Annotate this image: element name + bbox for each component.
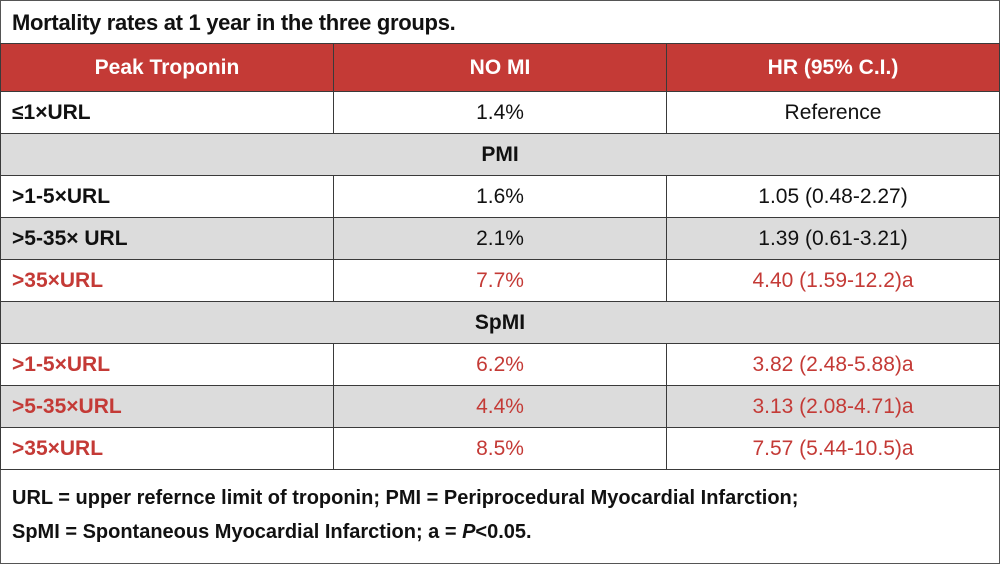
row-label: >5-35× URL xyxy=(1,218,334,260)
row-label: ≤1×URL xyxy=(1,92,334,134)
row-label: >5-35×URL xyxy=(1,386,334,428)
row-hr-value: 1.05 (0.48-2.27) xyxy=(667,176,1000,218)
section-label: PMI xyxy=(1,134,1000,176)
mortality-table xyxy=(0,43,1000,470)
table-row xyxy=(1,428,1000,470)
row-no-mi-value: 2.1% xyxy=(334,218,667,260)
footnote-line-1: URL = upper refernce limit of troponin; PMI = Periprocedural Myocardial Infarction; xyxy=(12,487,799,509)
row-hr-value: 3.13 (2.08-4.71)a xyxy=(667,386,1000,428)
footnote-p-italic: P xyxy=(462,521,476,543)
table-row xyxy=(1,218,1000,260)
row-no-mi-value: 1.6% xyxy=(334,176,667,218)
row-hr-value: 1.39 (0.61-3.21) xyxy=(667,218,1000,260)
table-row xyxy=(1,386,1000,428)
table-row xyxy=(1,344,1000,386)
row-no-mi-value: 1.4% xyxy=(334,92,667,134)
header-row xyxy=(1,44,1000,92)
section-row xyxy=(1,134,1000,176)
section-row xyxy=(1,302,1000,344)
footnote-line-2-prefix: SpMI = Spontaneous Myocardial Infarction; a = xyxy=(12,521,463,543)
row-label: >35×URL xyxy=(1,260,334,302)
row-label: >1-5×URL xyxy=(1,344,334,386)
table-title: Mortality rates at 1 year in the three groups. xyxy=(12,10,456,35)
section-label: SpMI xyxy=(1,302,1000,344)
row-no-mi-value: 7.7% xyxy=(334,260,667,302)
table-footnote xyxy=(12,481,982,549)
footnote-line-2 xyxy=(12,515,982,549)
footnote-line-2-suffix: <0.05. xyxy=(475,521,532,543)
row-no-mi-value: 8.5% xyxy=(334,428,667,470)
header-peak-troponin: Peak Troponin xyxy=(1,44,334,92)
row-no-mi-value: 6.2% xyxy=(334,344,667,386)
header-no-mi: NO MI xyxy=(334,44,667,92)
table-row xyxy=(1,260,1000,302)
table-row xyxy=(1,92,1000,134)
row-hr-value: Reference xyxy=(667,92,1000,134)
table-row xyxy=(1,176,1000,218)
row-label: >1-5×URL xyxy=(1,176,334,218)
row-label: >35×URL xyxy=(1,428,334,470)
row-no-mi-value: 4.4% xyxy=(334,386,667,428)
row-hr-value: 4.40 (1.59-12.2)a xyxy=(667,260,1000,302)
row-hr-value: 7.57 (5.44-10.5)a xyxy=(667,428,1000,470)
row-hr-value: 3.82 (2.48-5.88)a xyxy=(667,344,1000,386)
header-hr: HR (95% C.I.) xyxy=(667,44,1000,92)
